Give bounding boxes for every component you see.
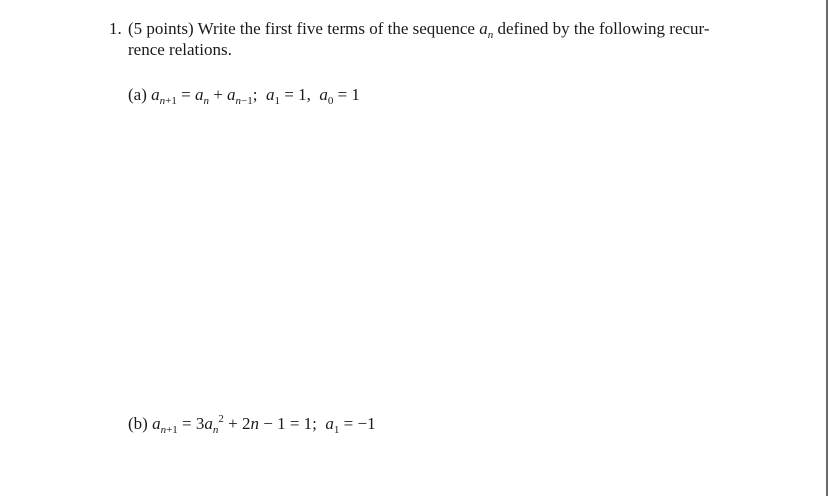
part-a — [128, 84, 360, 105]
part-b-expression: $a_{n+1} = 3a_n^2 + 2n - 1 = 1$; $a_1 = -1$ — [152, 413, 376, 436]
problem-number: 1. — [109, 19, 122, 38]
part-a-label: (a) — [128, 85, 147, 104]
statement-line-2: rence relations. — [128, 40, 232, 59]
sequence-variable: a — [479, 19, 488, 38]
points-label: (5 points) — [128, 19, 194, 38]
part-a-expression: $a_{n+1} = a_n + a_{n-1}$; $a_1 = 1$, $a_0 = 1$ — [151, 85, 360, 107]
statement-text: Write the first five terms of the sequence — [197, 19, 480, 38]
statement-text-continued: defined by the following recur- — [493, 19, 710, 38]
part-b — [128, 413, 376, 434]
statement-line-1 — [128, 18, 738, 39]
part-b-label: (b) — [128, 414, 148, 433]
sequence-subscript: n — [487, 29, 494, 41]
problem-statement — [128, 18, 738, 60]
